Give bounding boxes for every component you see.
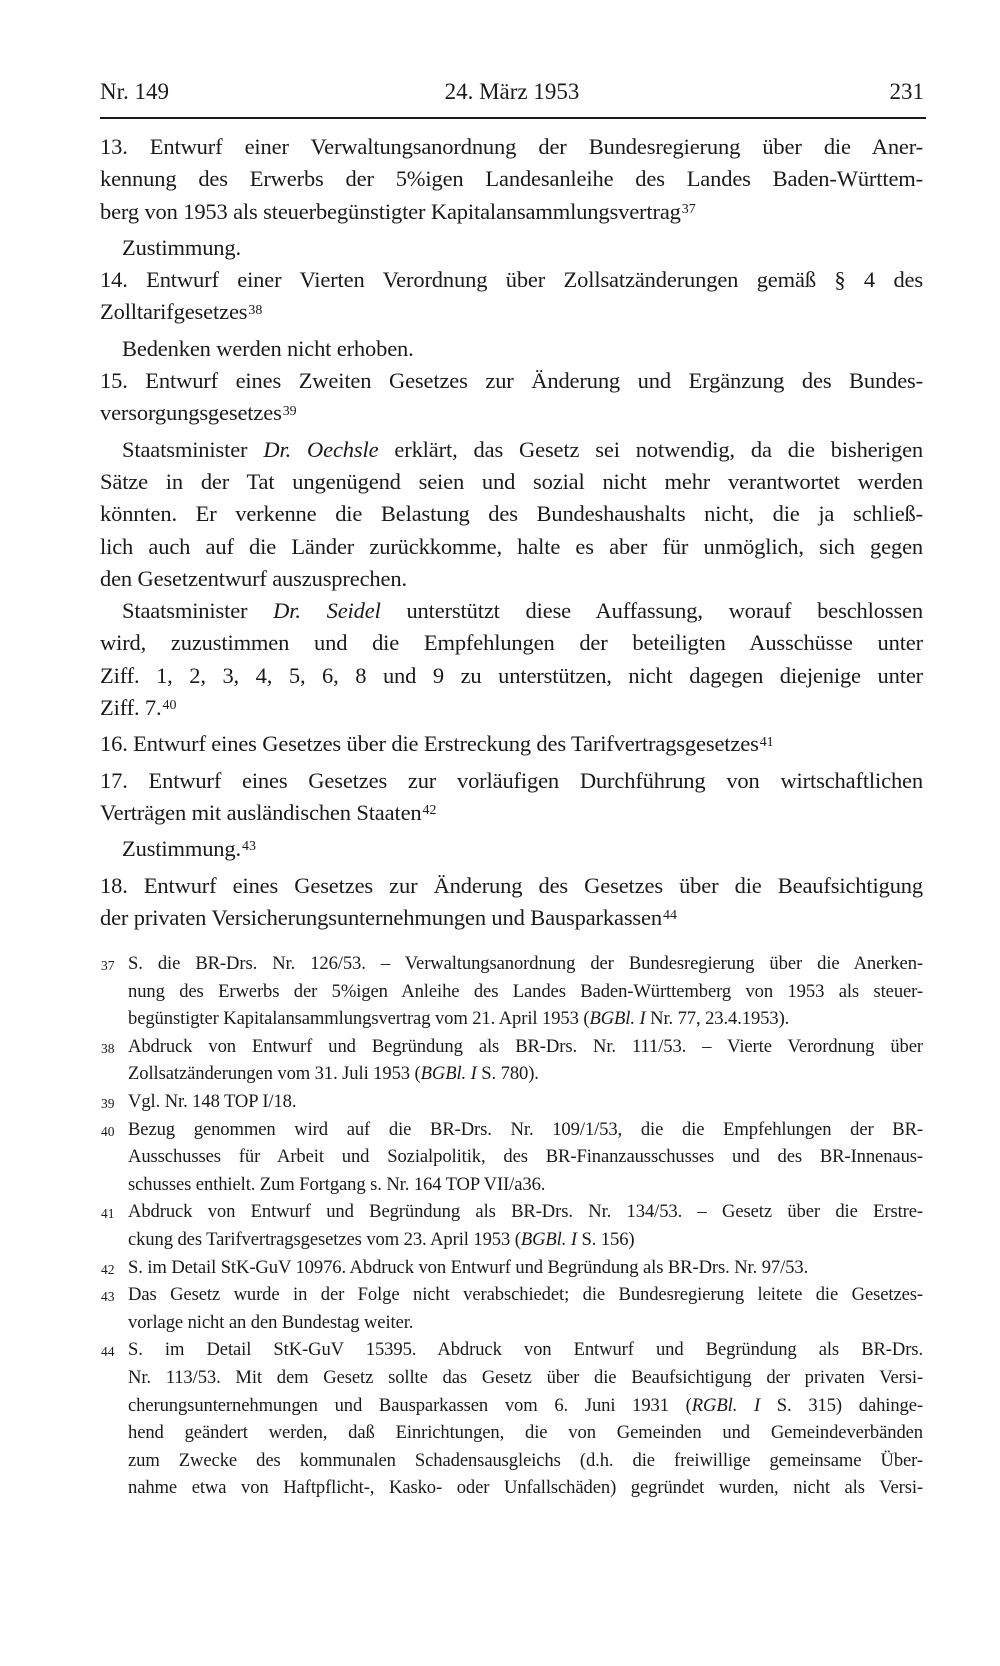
text-run: 18. Entwurf eines Gesetzes zur Änderung des Gesetzes über die Beaufsichtigung [100,872,923,898]
body-line [100,264,923,296]
text-run: wird, zuzustimmen und die Empfehlungen der beteiligten Ausschüsse unter [100,630,923,656]
footnote-line [128,1254,923,1282]
text-run: Zolltarifgesetzes [100,299,248,325]
italic-text: Dr. Seidel [273,598,381,624]
italic-text: BGBl. I [420,1063,477,1085]
footnote-ref: 43 [241,839,256,855]
body-line [100,163,923,195]
body-line [100,902,923,938]
text-run: Bedenken werden nicht erhoben. [122,335,414,361]
footnote-line [128,1033,923,1061]
text-run: S. 780). [476,1063,539,1085]
italic-text: Dr. Oechsle [263,436,379,462]
footnote [100,1033,923,1088]
text-run: Staatsminister [122,598,274,624]
footnotes-section [100,950,923,1502]
header-rule [100,117,926,119]
text-run: Zustimmung. [122,234,241,260]
footnote-line [128,1088,923,1116]
footnote-line [128,1171,923,1199]
text-run: S. die BR-Drs. Nr. 126/53. – Verwaltungsanordnung der Bundesregierung über die Anerken- [128,953,923,974]
body-line [100,232,923,264]
footnote-line [128,1116,923,1144]
header-session-number: Nr. 149 [100,79,169,104]
footnote-number: 41 [101,1206,115,1222]
footnote-line [128,1447,923,1475]
body-line [100,833,923,869]
text-run: könnten. Er verkenne die Belastung des Bundeshaushalts nicht, die ja schließ- [100,501,923,527]
italic-text: BGBl. I [589,1008,646,1030]
text-run: schusses enthielt. Zum Fortgang s. Nr. 164 TOP VII/a36. [128,1173,546,1195]
footnote [100,1088,923,1116]
text-run: Ausschusses für Arbeit und Sozialpolitik, des BR-Finanzausschusses und des BR-Innenaus- [128,1146,923,1168]
footnote-line [128,1419,923,1447]
text-run: Ziff. 7. [100,695,162,721]
footnote [100,1254,923,1282]
text-run: S. 315) dahinge- [760,1394,924,1416]
body-line [100,870,923,902]
body-line [100,797,923,833]
text-run: Abdruck von Entwurf und Begründung als BR-Drs. Nr. 111/53. – Vierte Verordnung über [128,1035,923,1057]
body-line [100,765,923,797]
text-run: berg von 1953 als steuerbegünstigter Kapitalansammlungsvertrag [100,198,681,224]
footnote [100,1281,923,1336]
body-line [100,466,923,498]
body-line [100,627,923,659]
body-line [100,692,923,728]
footnote-line [128,1364,923,1392]
text-run: versorgungsgesetzes [100,400,282,426]
footnote-line [128,1198,923,1226]
text-run: 16. Entwurf eines Gesetzes über die Erstreckung des Tarifvertragsgesetzes [100,731,759,757]
text-run: Nr. 113/53. Mit dem Gesetz sollte das Gesetz über die Beaufsichtigung der privaten Versi- [128,1366,923,1388]
body-line [100,333,923,365]
footnote-number: 38 [101,1040,115,1056]
text-run: zum Zwecke des kommunalen Schadensausgleichs (d.h. die freiwillige gemeinsame Über- [128,1449,923,1471]
footnote-number: 37 [101,958,115,973]
body-line [100,196,923,232]
footnote-number: 44 [101,1344,115,1360]
text-run: Ziff. 1, 2, 3, 4, 5, 6, 8 und 9 zu unterstützen, nicht dagegen diejenige unter [100,662,923,688]
footnote-ref: 42 [422,803,437,819]
footnote-line [128,1336,923,1364]
text-run: ckung des Tarifvertragsgesetzes vom 23. April 1953 ( [128,1228,521,1250]
text-run: S. im Detail StK-GuV 15395. Abdruck von Entwurf und Begründung als BR-Drs. [128,1339,923,1361]
body-line [100,531,923,563]
footnote-line [128,1060,923,1088]
text-run: 17. Entwurf eines Gesetzes zur vorläufigen Durchführung von wirtschaftlichen [100,767,923,793]
footnote [100,1198,923,1253]
footnote-line [128,1392,923,1420]
text-run: unterstützt diese Auffassung, worauf beschlossen [380,598,923,624]
text-run: 15. Entwurf eines Zweiten Gesetzes zur Änderung und Ergänzung des Bundes- [100,368,923,394]
page-header [100,78,924,106]
text-run: Staatsminister [122,436,264,462]
body-line [100,595,923,627]
text-run: 14. Entwurf einer Vierten Verordnung über Zollsatzänderungen gemäß § 4 des [100,267,923,293]
footnote-line [128,1005,923,1033]
header-page-number: 231 [889,79,925,104]
text-run: Nr. 77, 23.4.1953). [645,1008,790,1030]
footnote-ref: 39 [282,403,297,419]
text-run: Abdruck von Entwurf und Begründung als BR-Drs. Nr. 134/53. – Gesetz über die Erstre- [128,1201,923,1223]
footnote-line [128,1226,923,1254]
text-run: vorlage nicht an den Bundestag weiter. [128,1311,414,1333]
footnote-line [128,1309,923,1337]
text-run: cherungsunternehmungen und Bausparkassen vom 6. Juni 1931 ( [128,1394,692,1416]
footnote-number: 42 [101,1261,115,1277]
body-line [100,397,923,433]
body-text [100,131,923,938]
body-line [100,498,923,530]
body-line [100,563,923,595]
text-run: hend geändert werden, daß Einrichtungen, die von Gemeinden und Gemeindeverbänden [128,1422,923,1444]
body-line [100,296,923,332]
body-line [100,434,923,466]
footnote-ref: 40 [162,698,177,714]
text-run: begünstigter Kapitalansammlungsvertrag vom 21. April 1953 ( [128,1008,590,1030]
text-run: Vgl. Nr. 148 TOP I/18. [128,1090,297,1112]
body-line [100,728,923,764]
text-run: Bezug genommen wird auf die BR-Drs. Nr. 109/1/53, die die Empfehlungen der BR- [128,1118,923,1140]
text-run: Das Gesetz wurde in der Folge nicht verabschiedet; die Bundesregierung leitete die Gesetzes- [128,1284,923,1306]
footnote-number: 40 [101,1123,115,1139]
text-run: Sätze in der Tat ungenügend seien und sozial nicht mehr verantwortet werden [100,468,923,494]
footnote-number: 39 [101,1095,115,1111]
italic-text: BGBl. I [520,1228,577,1250]
footnote-ref: 44 [662,907,677,923]
italic-text: RGBl. I [691,1394,761,1416]
text-run: nahme etwa von Haftpflicht-, Kasko- oder Unfallschäden) gegründet wurden, nicht als Versi- [128,1477,923,1499]
footnote-line [128,950,923,978]
footnote [100,950,923,1033]
text-run: den Gesetzentwurf auszusprechen. [100,565,407,591]
footnote [100,1336,923,1502]
footnote-line [128,1281,923,1309]
footnote-ref: 37 [681,201,696,217]
footnote-number: 43 [101,1289,115,1305]
footnote [100,1116,923,1199]
text-run: lich auch auf die Länder zurückkomme, halte es aber für unmöglich, sich gegen [100,533,923,559]
header-date: 24. März 1953 [444,79,580,104]
text-run: der privaten Versicherungsunternehmungen und Bausparkassen [100,904,662,930]
text-run: Zollsatzänderungen vom 31. Juli 1953 ( [128,1063,421,1085]
footnote-ref: 41 [759,734,774,750]
body-line [100,365,923,397]
text-run: 13. Entwurf einer Verwaltungsanordnung der Bundesregierung über die Aner- [100,134,923,159]
body-line [100,131,923,163]
text-run: S. 156) [576,1228,635,1250]
footnote-line [128,1474,923,1502]
footnote-line [128,1143,923,1171]
text-run: kennung des Erwerbs der 5%igen Landesanleihe des Landes Baden-Württem- [100,166,923,192]
text-run: Zustimmung. [122,836,241,862]
footnote-line [128,978,923,1006]
text-run: nung des Erwerbs der 5%igen Anleihe des Landes Baden-Württemberg von 1953 als steuer- [128,980,923,1002]
text-run: S. im Detail StK-GuV 10976. Abdruck von Entwurf und Begründung als BR-Drs. Nr. 97/53. [128,1256,809,1278]
body-line [100,660,923,692]
footnote-ref: 38 [248,302,263,318]
text-run: erklärt, das Gesetz sei notwendig, da die bisherigen [378,436,924,462]
text-run: Verträgen mit ausländischen Staaten [100,799,422,825]
